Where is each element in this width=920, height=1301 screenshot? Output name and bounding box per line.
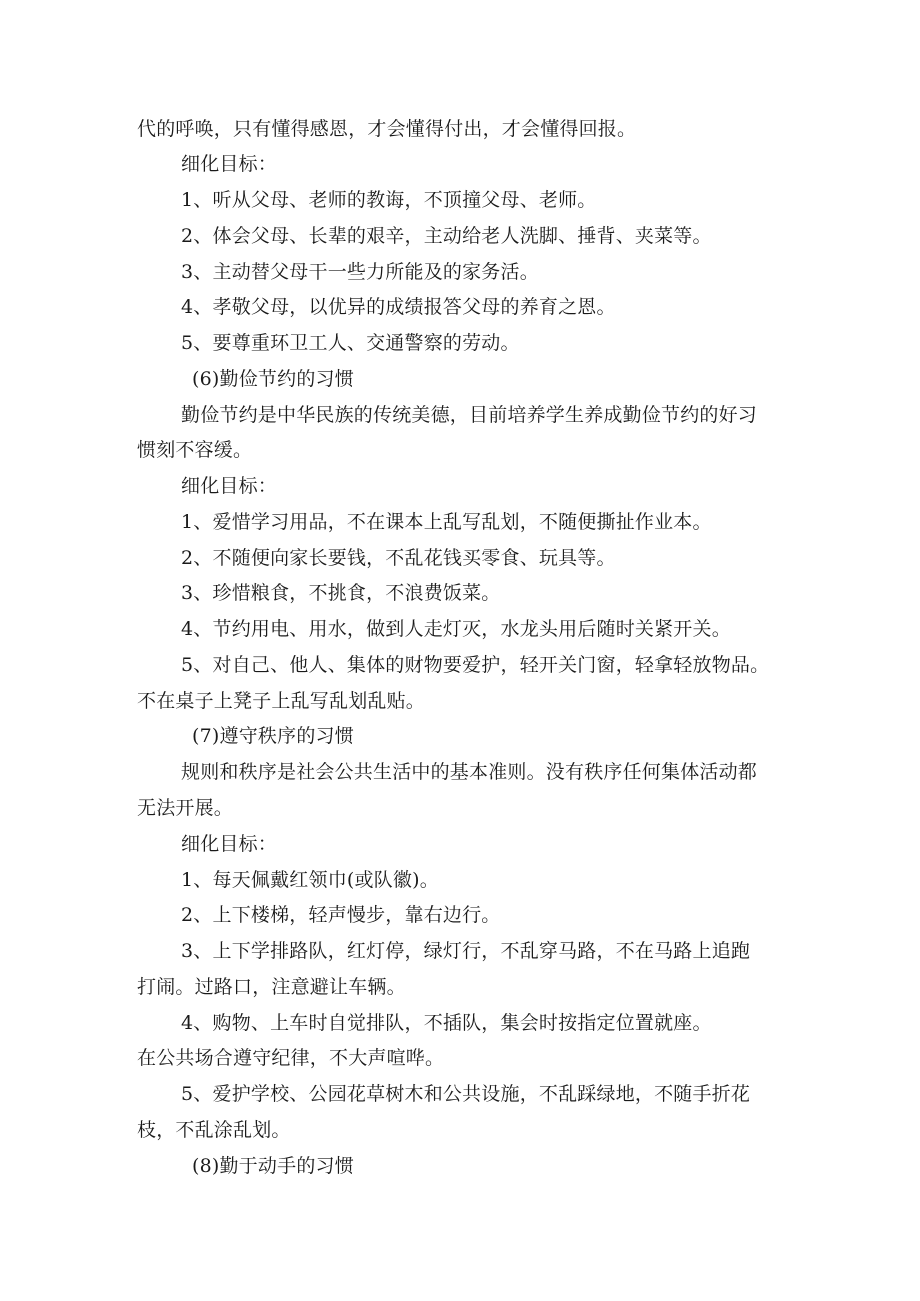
section-heading: (7)遵守秩序的习惯	[192, 725, 354, 747]
text-line: 不在桌子上凳子上乱写乱划乱贴。	[137, 690, 426, 712]
list-item: 2、上下楼梯，轻声慢步，靠右边行。	[181, 904, 501, 926]
section-label: 细化目标：	[181, 833, 278, 855]
text-line: 打闹。过路口，注意避让车辆。	[137, 976, 406, 998]
section-heading: (8)勤于动手的习惯	[192, 1155, 354, 1177]
list-item: 4、购物、上车时自觉排队，不插队，集会时按指定位置就座。	[181, 1012, 712, 1034]
list-item: 1、听从父母、老师的教诲，不顶撞父母、老师。	[181, 189, 597, 211]
list-item: 2、体会父母、长辈的艰辛，主动给老人洗脚、捶背、夹菜等。	[181, 225, 712, 247]
text-line: 规则和秩序是社会公共生活中的基本准则。没有秩序任何集体活动都	[181, 761, 758, 783]
list-item: 1、每天佩戴红领巾(或队徽)。	[181, 869, 439, 891]
text-line: 无法开展。	[137, 797, 234, 819]
text-line: 代的呼唤，只有懂得感恩，才会懂得付出，才会懂得回报。	[137, 118, 637, 140]
list-item: 3、主动替父母干一些力所能及的家务活。	[181, 261, 539, 283]
section-label: 细化目标：	[181, 153, 278, 175]
list-item: 1、爱惜学习用品，不在课本上乱写乱划，不随便撕扯作业本。	[181, 511, 712, 533]
list-item: 3、珍惜粮食，不挑食，不浪费饭菜。	[181, 582, 501, 604]
list-item: 3、上下学排路队，红灯停，绿灯行，不乱穿马路，不在马路上追跑	[181, 940, 751, 962]
text-line: 在公共场合遵守纪律，不大声喧哗。	[137, 1047, 445, 1069]
list-item: 2、不随便向家长要钱，不乱花钱买零食、玩具等。	[181, 547, 616, 569]
list-item: 5、对自己、他人、集体的财物要爱护，轻开关门窗，轻拿轻放物品。	[181, 654, 770, 676]
list-item: 5、爱护学校、公园花草树木和公共设施，不乱踩绿地，不随手折花	[181, 1083, 751, 1105]
section-heading: (6)勤俭节约的习惯	[192, 368, 354, 390]
section-label: 细化目标：	[181, 475, 278, 497]
text-line: 枝，不乱涂乱划。	[137, 1119, 291, 1141]
text-line: 惯刻不容缓。	[137, 439, 253, 461]
list-item: 4、孝敬父母，以优异的成绩报答父母的养育之恩。	[181, 296, 616, 318]
text-line: 勤俭节约是中华民族的传统美德，目前培养学生养成勤俭节约的好习	[181, 404, 758, 426]
list-item: 4、节约用电、用水，做到人走灯灭，水龙头用后随时关紧开关。	[181, 618, 731, 640]
list-item: 5、要尊重环卫工人、交通警察的劳动。	[181, 332, 520, 354]
